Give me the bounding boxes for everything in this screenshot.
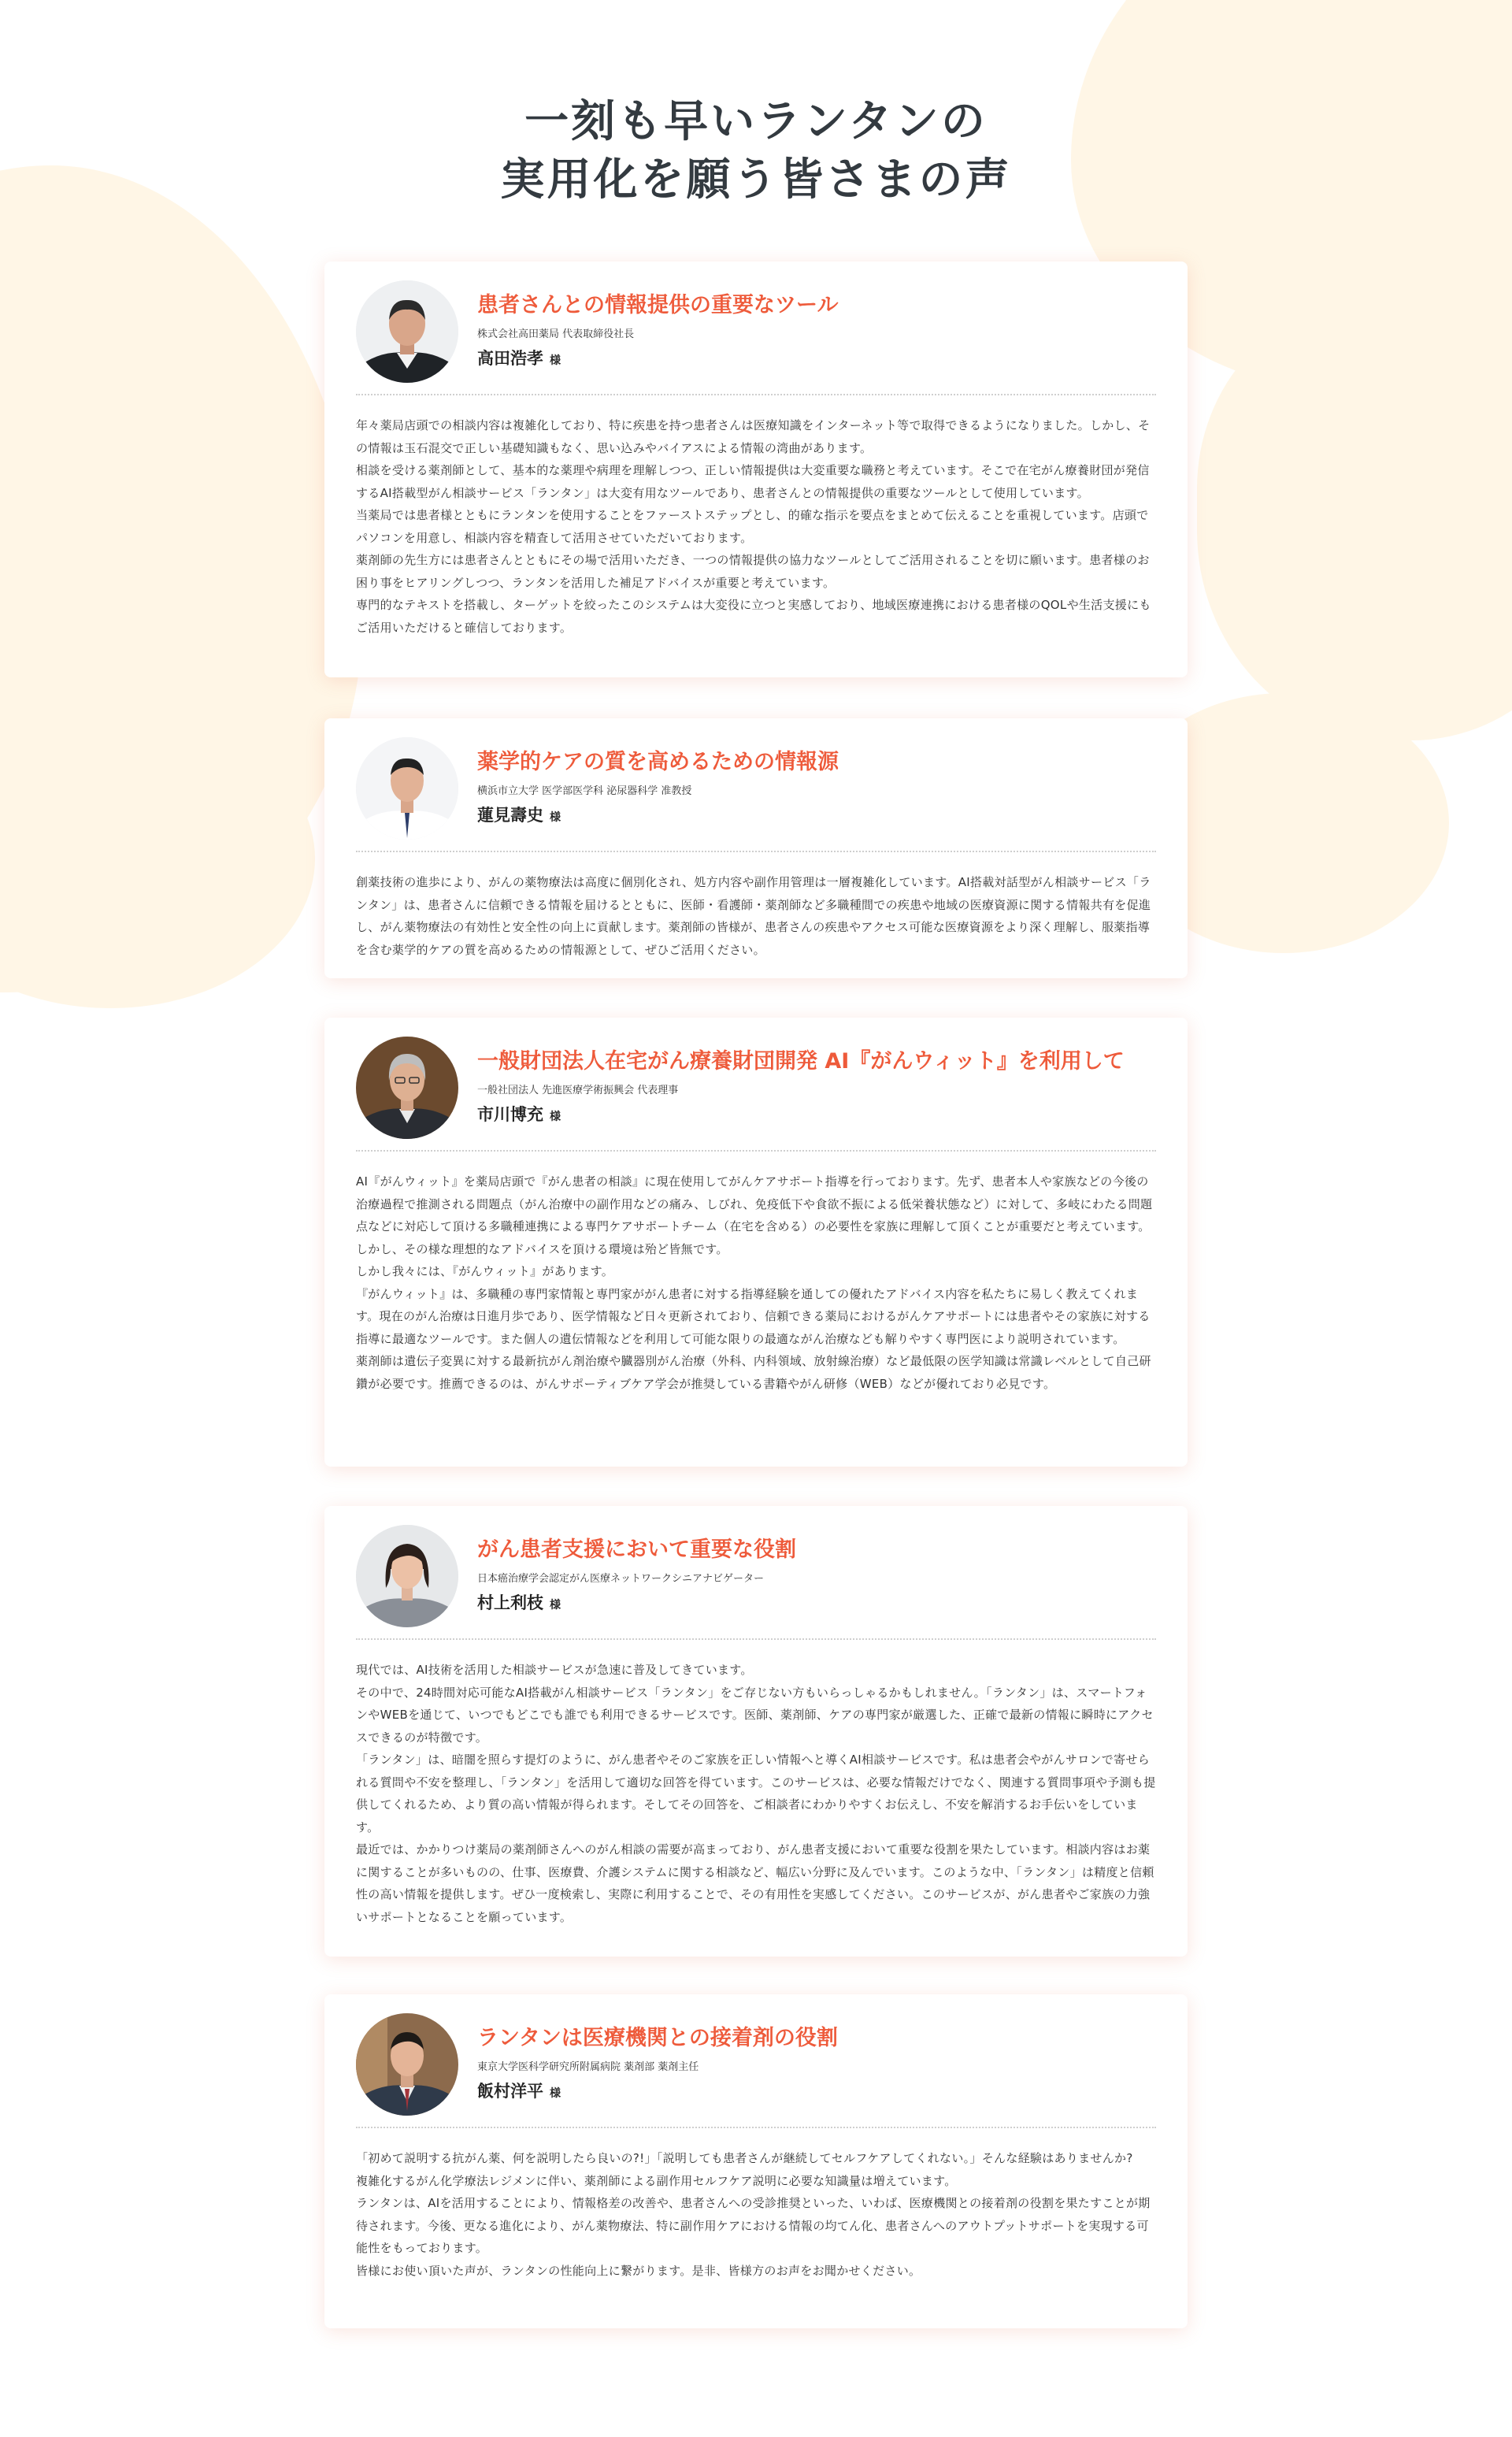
testimonial-title: 薬学的ケアの質を高めるための情報源 [477,749,839,774]
avatar [356,1037,458,1139]
dotted-divider [356,1638,1156,1640]
affiliation: 横浜市立大学 医学部医学科 泌尿器科学 准教授 [477,785,692,797]
body-paragraph: 『がんウィット』は、多職種の専門家情報と専門家ががん患者に対する指導経験を通しての優れたアドバイス内容を私たちに易しく教えてくれます。現在のがん治療は日進月歩であり、医学情報など日々更新されており、信頼できる薬局におけるがんケアサポートには患者やその家族に対する指導に最適なツールです。また個人の遺伝情報などを利用して可能な限りの最適ながん治療なども解りやすく専門医により説明されています。 [356,1286,1151,1346]
dotted-divider [356,851,1156,852]
page-title-line-1: 一刻も早いランタンの [524,96,988,147]
testimonial-card [324,262,1188,677]
body-paragraph: 薬剤師の先生方には患者さんとともにその場で活用いただき、一つの情報提供の協力なツールとしてご活用されることを切に願います。患者様のお困り事をヒアリングしつつ、ランタンを活用した補足アドバイスが重要と考えています。 [356,553,1150,590]
page-title [0,93,1512,210]
background-blob-right-middle [1197,299,1512,740]
body-paragraph: ランタンは、AIを活用することにより、情報格差の改善や、患者さんへの受診推奨といった、いわば、医療機関との接着剤の役割を果たすことが期待されます。今後、更なる進化により、がん薬物療法、特に副作用ケアにおける情報の均てん化、患者さんへのアウトプットサポートを実現する可能性をもっております。 [356,2196,1151,2255]
avatar [356,737,458,840]
body-paragraph: AI『がんウィット』を薬局店頭で『がん患者の相談』に現在使用してがんケアサポート指導を行っております。先ず、患者本人や家族などの今後の治療過程で推測される問題点（がん治療中の副作用などの痛み、しびれ、免疫低下や食欲不振による低栄養状態など）に対して、多岐にわたる問題点などに対応して頂ける多職種連携による専門ケアサポートチーム（在宅を含める）の必要性を家族に理解して頂くことが重要だと考えています。しかし、その様な理想的なアドバイスを頂ける環境は殆ど皆無です。 [356,1174,1153,1256]
testimonial-card [324,718,1188,978]
testimonial-title: ランタンは医療機関との接着剤の役割 [477,2025,838,2050]
person-photo-icon [356,1037,458,1139]
body-paragraph: 「ランタン」は、暗闇を照らす提灯のように、がん患者やそのご家族を正しい情報へと導くAI相談サービスです。私は患者会やがんサロンで寄せられる質問や不安を整理し、「ランタン」を活用して適切な回答を得ています。このサービスは、必要な情報だけでなく、関連する質問事項や予測も提供してくれるため、より質の高い情報が得られます。そしてその回答を、ご相談者にわかりやすくお伝えし、不安を解消するお手伝いをしています。 [356,1753,1156,1834]
person-photo-icon [356,280,458,383]
person-name: 蓮見壽史 [477,805,543,825]
testimonial-header [356,1525,1156,1627]
testimonial-card [324,1994,1188,2328]
body-paragraph: 創薬技術の進歩により、がんの薬物療法は高度に個別化され、処方内容や副作用管理は一層複雑化しています。AI搭載対話型がん相談サービス「ランタン」は、患者さんに信頼できる情報を届けるとともに、医師・看護師・薬剤師など多職種間での疾患や地域の医療資源に関する情報共有を促進し、がん薬物療法の有効性と安全性の向上に貢献します。薬剤師の皆様が、患者さんの疾患やアクセス可能な医療資源をより深く理解し、服薬指導を含む薬学的ケアの質を高めるための情報源として、ぜひご活用ください。 [356,875,1151,957]
person-name: 市川博充 [477,1104,543,1124]
body-paragraph: 専門的なテキストを搭載し、ターゲットを絞ったこのシステムは大変役に立つと実感しており、地域医療連携における患者様のQOLや生活支援にもご活用いただけると確信しております。 [356,598,1151,635]
body-paragraph: 当薬局では患者様とともにランタンを使用することをファーストステップとし、的確な指示を要点をまとめて伝えることを重視しています。店頭でパソコンを用意し、相談内容を精査して活用させていただいております。 [356,508,1149,545]
person-name-line [477,1591,796,1617]
body-paragraph: 年々薬局店頭での相談内容は複雑化しており、特に疾患を持つ患者さんは医療知識をインターネット等で取得できるようになりました。しかし、その情報は玉石混交で正しい基礎知識もなく、思い込みやバイアスによる情報の湾曲があります。 [356,418,1151,455]
honorific: 様 [550,1598,561,1612]
honorific: 様 [550,2086,561,2100]
dotted-divider [356,2127,1156,2128]
dotted-divider [356,1150,1156,1152]
body-paragraph: その中で、24時間対応可能なAI搭載がん相談サービス「ランタン」をご存じない方もいらっしゃるかもしれません。「ランタン」は、スマートフォンやWEBを通じて、いつでもどこでも誰でも利用できるサービスです。医師、薬剤師、ケアの専門家が厳選した、正確で最新の情報に瞬時にアクセスできるのが特徴です。 [356,1685,1154,1745]
person-photo-icon [356,737,458,840]
testimonial-header [356,1037,1156,1139]
body-paragraph: 現代では、AI技術を活用した相談サービスが急速に普及してきています。 [356,1663,753,1677]
honorific: 様 [550,810,561,824]
person-photo-icon [356,2013,458,2116]
testimonial-card [324,1018,1188,1467]
body-paragraph: 最近では、かかりつけ薬局の薬剤師さんへのがん相談の需要が高まっており、がん患者支援において重要な役割を果たしています。相談内容はお薬に関することが多いものの、仕事、医療費、介護システムに関する相談など、幅広い分野に及んでいます。このような中、「ランタン」は精度と信頼性の高い情報を提供します。ぜひ一度検索し、実際に利用することで、その有用性を実感してください。このサービスが、がん患者やご家族の力強いサポートとなることを願っています。 [356,1842,1154,1924]
body-paragraph: 「初めて説明する抗がん薬、何を説明したら良いの?!」「説明しても患者さんが継続してセルフケアしてくれない。」そんな経験はありませんか? [356,2151,1133,2165]
dotted-divider [356,394,1156,395]
body-paragraph: しかし我々には、『がんウィット』があります。 [356,1264,614,1278]
body-paragraph: 薬剤師は遺伝子変異に対する最新抗がん剤治療や臓器別がん治療（外科、内科領域、放射線治療）など最低限の医学知識は常識レベルとして自己研鑽が必要です。推薦できるのは、がんサポーティブケア学会が推奨している書籍やがん研修（WEB）などが優れており必見です。 [356,1354,1151,1391]
affiliation: 一般社団法人 先進医療学術振興会 代表理事 [477,1084,679,1096]
person-name: 高田浩孝 [477,348,543,368]
page-title-line-2: 実用化を願う皆さまの声 [500,154,1012,206]
affiliation: 日本癌治療学会認定がん医療ネットワークシニアナビゲーター [477,1572,765,1585]
testimonial-card [324,1506,1188,1957]
body-paragraph: 複雑化するがん化学療法レジメンに伴い、薬剤師による副作用セルフケア説明に必要な知識量は増えています。 [356,2173,957,2188]
testimonial-body [356,871,1156,961]
testimonial-header [356,2013,1156,2116]
body-paragraph: 相談を受ける薬剤師として、基本的な薬理や病理を理解しつつ、正しい情報提供は大変重要な職務と考えています。そこで在宅がん療養財団が発信するAI搭載型がん相談サービス「ランタン」は大変有用なツールであり、患者さんとの情報提供の重要なツールとして使用しています。 [356,463,1150,500]
person-name-line [477,2079,838,2105]
honorific: 様 [550,354,561,367]
person-name: 村上利枝 [477,1593,543,1612]
testimonial-body [356,1170,1156,1395]
avatar [356,1525,458,1627]
testimonial-title: 一般財団法人在宅がん療養財団開発 AI『がんウィット』を利用して [477,1048,1125,1074]
avatar [356,280,458,383]
testimonial-body [356,1659,1156,1928]
testimonial-title: 患者さんとの情報提供の重要なツール [477,292,839,317]
person-name-line [477,803,839,829]
person-name: 飯村洋平 [477,2081,543,2101]
affiliation: 東京大学医科学研究所附属病院 薬剤部 薬剤主任 [477,2061,699,2073]
person-photo-icon [356,1525,458,1627]
testimonial-body [356,414,1156,639]
testimonial-body [356,2147,1156,2282]
testimonial-header [356,737,1156,840]
testimonial-title: がん患者支援において重要な役割 [477,1537,796,1562]
honorific: 様 [550,1110,561,1123]
person-name-line [477,347,838,373]
testimonial-header [356,280,1156,383]
person-name-line [477,1103,1125,1129]
affiliation: 株式会社高田薬局 代表取締役社長 [477,328,635,340]
avatar [356,2013,458,2116]
body-paragraph: 皆様にお使い頂いた声が、ランタンの性能向上に繋がります。是非、皆様方のお声をお聞かせください。 [356,2263,921,2278]
